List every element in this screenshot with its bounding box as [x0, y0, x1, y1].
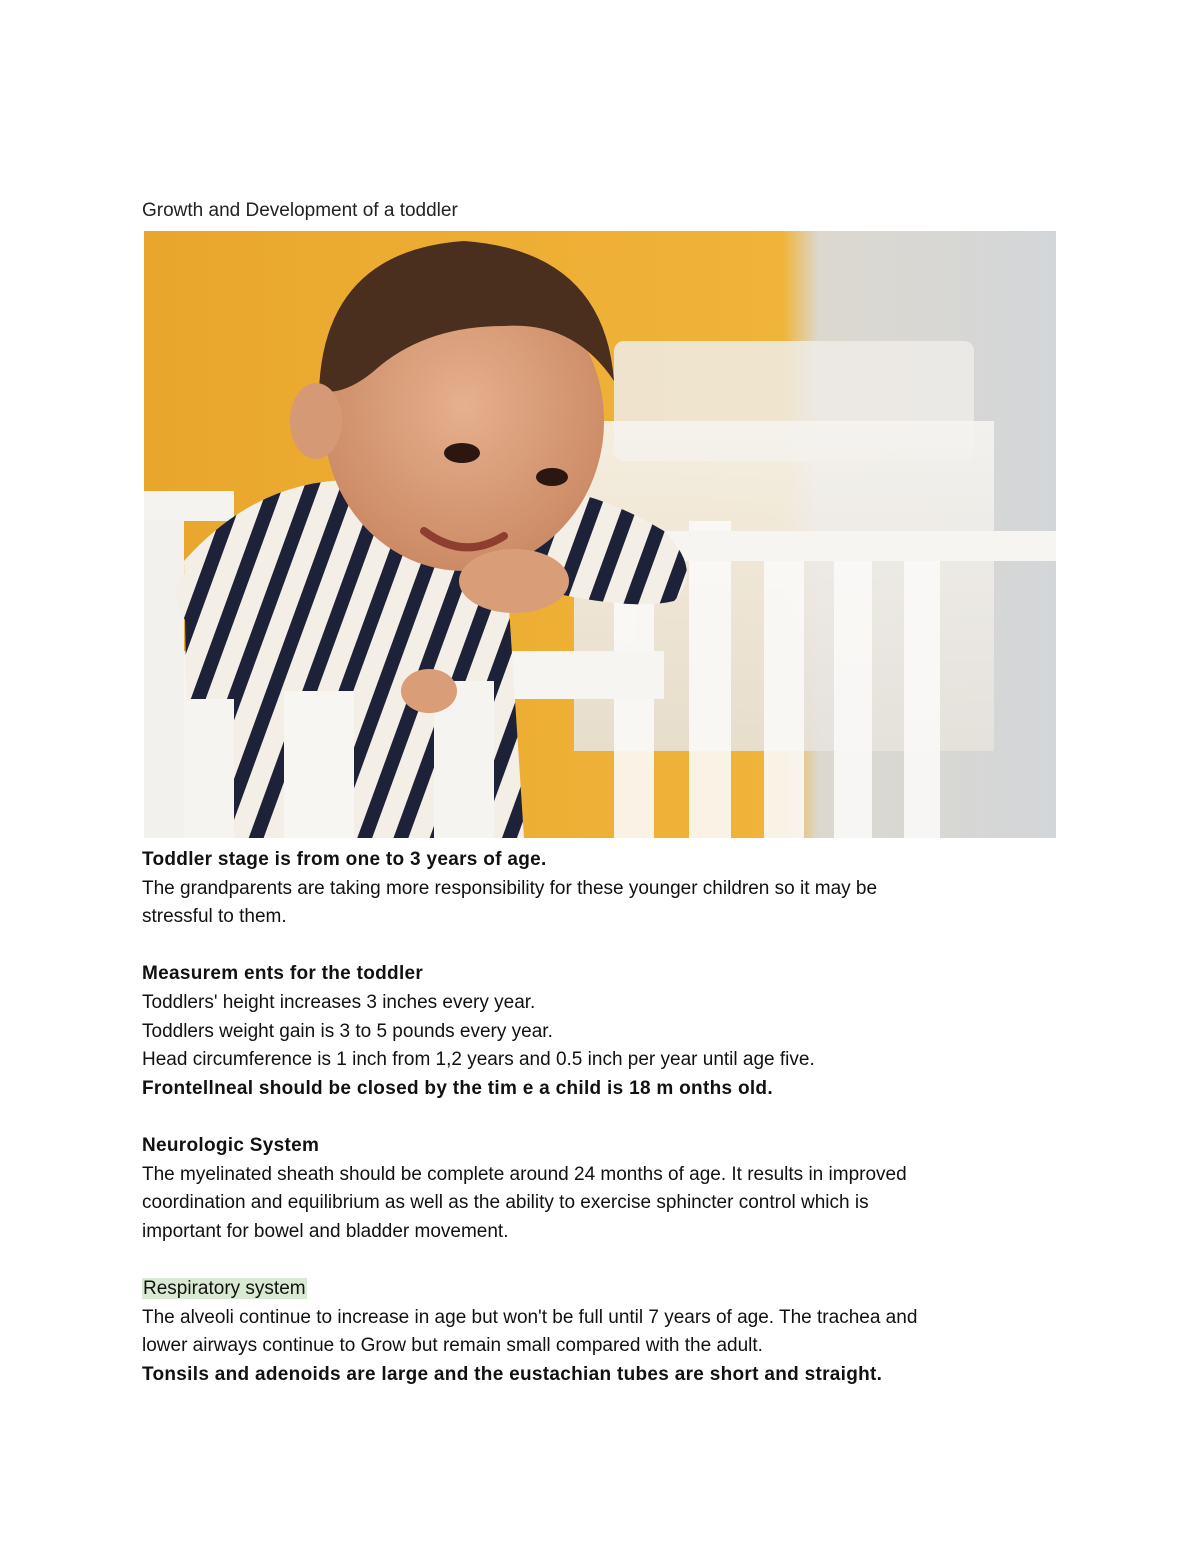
respiratory-heading: Respiratory system — [143, 1277, 306, 1299]
measurements-line-1: Toddlers' height increases 3 inches every year. — [142, 991, 536, 1013]
respiratory-line-1: The alveoli continue to increase in age but won't be full until 7 years of age. The trachea and — [142, 1306, 918, 1328]
measurements-line-3: Head circumference is 1 inch from 1,2 years and 0.5 inch per year until age five. — [142, 1049, 815, 1071]
respiratory-note: Tonsils and adenoids are large and the eustachian tubes are short and straight. — [142, 1363, 883, 1385]
document-title: Growth and Development of a toddler — [142, 200, 458, 221]
intro-line-2: stressful to them. — [142, 906, 287, 928]
neurologic-line-2: coordination and equilibrium as well as the ability to exercise sphincter control which is — [142, 1192, 869, 1214]
intro-line-1: The grandparents are taking more responsibility for these younger children so it may be — [142, 877, 878, 899]
neurologic-line-1: The myelinated sheath should be complete around 24 months of age. It results in improved — [142, 1163, 907, 1185]
neurologic-line-3: important for bowel and bladder movement. — [142, 1220, 509, 1242]
intro-heading: Toddler stage is from one to 3 years of age. — [142, 849, 547, 870]
document-body — [142, 846, 1042, 1389]
respiratory-line-2: lower airways continue to Grow but remain small compared with the adult. — [142, 1335, 763, 1357]
neurologic-heading: Neurologic System — [142, 1134, 320, 1156]
measurements-heading: Measurem ents for the toddler — [142, 963, 424, 985]
toddler-photo — [144, 231, 1056, 838]
measurements-line-2: Toddlers weight gain is 3 to 5 pounds every year. — [142, 1020, 553, 1042]
respiratory-heading-row — [142, 1275, 1042, 1304]
measurements-note: Frontellneal should be closed by the tim e a child is 18 m onths old. — [142, 1077, 773, 1099]
